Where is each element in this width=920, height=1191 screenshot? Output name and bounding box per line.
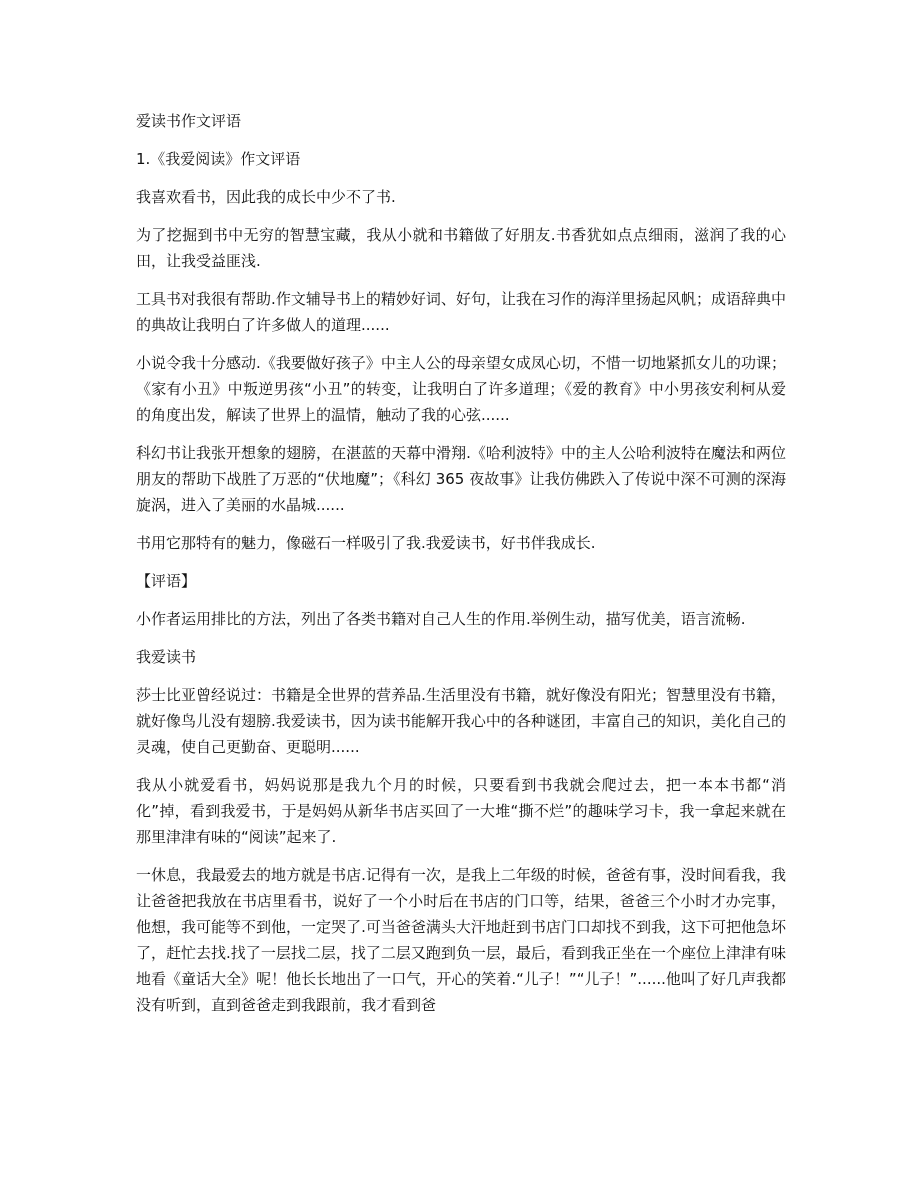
document-title: 爱读书作文评语 (136, 112, 242, 130)
essay1-paragraph-6: 书用它那特有的魅力，像磁石一样吸引了我.我爱读书，好书伴我成长. (136, 534, 596, 552)
comment-text: 小作者运用排比的方法，列出了各类书籍对自己人生的作用.举例生动，描写优美，语言流畅. (136, 610, 746, 628)
essay2-paragraph-3: 一休息，我最爱去的地方就是书店.记得有一次，是我上二年级的时候，爸爸有事，没时间看我，我让爸爸把我放在书店里看书，说好了一个小时后在书店的门口等，结果，爸爸三个小时才办完事，他想，我可能等不到他，一定哭了.可当爸爸满头大汗地赶到书店门口却找不到我，这下可把他急坏了，赶忙去找.找了一层找二层，找了二层又跑到负一层，最后，看到我正坐在一个座位上津津有味地看《童话大全》呢！他长长地出了一口气，开心的笑着.“儿子！”“儿子！”......他叫了好几声我都没有听到，直到爸爸走到我跟前，我才看到爸 (136, 866, 786, 1014)
essay2-paragraph-1: 莎士比亚曾经说过：书籍是全世界的营养品.生活里没有书籍，就好像没有阳光；智慧里没有书籍，就好像鸟儿没有翅膀.我爱读书，因为读书能解开我心中的各种谜团，丰富自己的知识，美化自己的灵魂，使自己更勤奋、更聪明...... (136, 686, 786, 756)
comment-label: 【评语】 (136, 572, 197, 590)
essay1-paragraph-2: 为了挖掘到书中无穷的智慧宝藏，我从小就和书籍做了好朋友.书香犹如点点细雨，滋润了我的心田，让我受益匪浅. (136, 226, 786, 270)
essay1-paragraph-5: 科幻书让我张开想象的翅膀，在湛蓝的天幕中滑翔.《哈利波特》中的主人公哈利波特在魔法和两位朋友的帮助下战胜了万恶的“伏地魔”；《科幻 365 夜故事》让我仿佛跌入了传说中深不可测的深海旋涡，进入了美丽的水晶城...... (136, 444, 786, 514)
essay1-paragraph-3: 工具书对我很有帮助.作文辅导书上的精妙好词、好句，让我在习作的海洋里扬起风帆；成语辞典中的典故让我明白了许多做人的道理...... (136, 290, 786, 334)
essay1-paragraph-1: 我喜欢看书，因此我的成长中少不了书. (136, 188, 396, 206)
essay2-title: 我爱读书 (136, 648, 197, 666)
essay1-paragraph-4: 小说令我十分感动.《我要做好孩子》中主人公的母亲望女成凤心切，不惜一切地紧抓女儿的功课；《家有小丑》中叛逆男孩“小丑”的转变，让我明白了许多道理；《爱的教育》中小男孩安利柯从爱的角度出发，解读了世界上的温情，触动了我的心弦...... (136, 354, 786, 424)
essay2-paragraph-2: 我从小就爱看书，妈妈说那是我九个月的时候，只要看到书我就会爬过去，把一本本书都“消化”掉，看到我爱书，于是妈妈从新华书店买回了一大堆“撕不烂”的趣味学习卡，我一拿起来就在那里津津有味的“阅读”起来了. (136, 776, 786, 846)
section-heading: 1.《我爱阅读》作文评语 (136, 150, 301, 168)
document-page (136, 108, 786, 1018)
